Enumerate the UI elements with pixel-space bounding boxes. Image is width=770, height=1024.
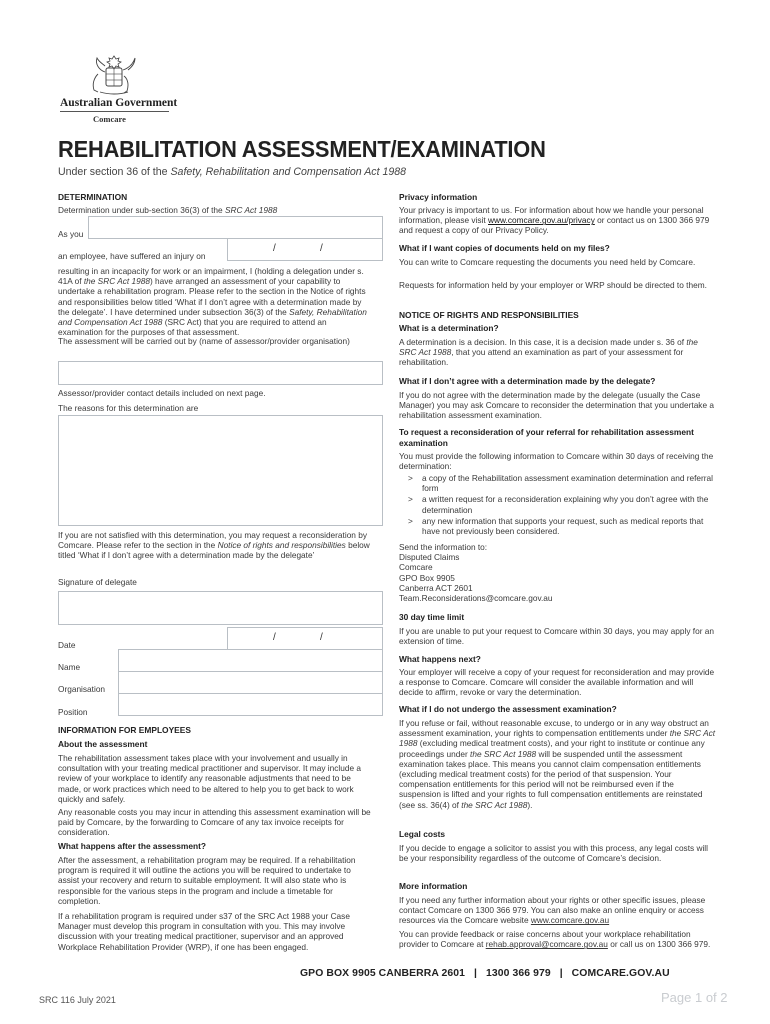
whatis-text-part: , that you attend an examination as part of your assessment for rehabilitation. <box>399 347 684 368</box>
determination-line <box>58 205 277 215</box>
more-text <box>399 895 717 926</box>
date-separator: / <box>320 632 323 643</box>
address-line: GPO Box 9905 <box>399 572 455 583</box>
employee-name-field[interactable] <box>88 216 383 239</box>
send-to-label: Send the information to: <box>399 542 488 552</box>
send-to-block <box>399 542 717 603</box>
notundergo-act: the SRC Act 1988 <box>399 728 716 749</box>
name-label: Name <box>58 662 81 672</box>
copies-text-1: You can write to Comcare requesting the documents you need held by Comcare. <box>399 257 696 267</box>
info-heading: INFORMATION FOR EMPLOYEES <box>58 725 191 735</box>
feedback-text <box>399 929 717 949</box>
resulting-paragraph <box>58 266 372 337</box>
assessor-field[interactable] <box>58 361 383 385</box>
feedback-text-part: or call us on 1300 366 979. <box>607 939 711 950</box>
position-label: Position <box>58 707 88 717</box>
bullet-text: any new information that supports your request, such as medical reports that have not previously been considered. <box>422 515 704 537</box>
signature-label: Signature of delegate <box>58 577 137 587</box>
more-heading: More information <box>399 881 468 891</box>
footer-contact-bar: GPO BOX 9905 CANBERRA 2601 | 1300 366 979 | COMCARE.GOV.AU <box>300 968 670 979</box>
privacy-text <box>399 205 717 236</box>
not-satisfied-ref: Notice of rights and responsibilities <box>217 540 346 551</box>
notundergo-text-part: ). <box>527 799 533 810</box>
after-text: After the assessment, a rehabilitation program may be required. If a rehabilitation program is required it will outline the actions you will be required to undertake to assist your recovery and return to suitable employment. It will also state who is responsible for the various steps in the program and include a timetable for completion. <box>58 855 356 906</box>
feedback-text-part: You can provide feedback or raise concerns about your workplace rehabilitation provider to Comcare at <box>399 929 691 950</box>
rehab-email-link[interactable]: rehab.approval@comcare.gov.au <box>485 939 608 950</box>
privacy-text-part: Your privacy is important to us. For information about how we handle your personal information, please visit <box>399 205 704 226</box>
bullet-text: a written request for a reconsideration explaining why you don’t agree with the determination <box>422 494 709 515</box>
date-separator: / <box>273 243 276 254</box>
address-line: Disputed Claims <box>399 552 460 563</box>
disagree-heading: What if I don’t agree with a determination made by the delegate? <box>399 376 656 386</box>
costs-text: Any reasonable costs you may incur in attending this assessment examination will be paid by Comcare, by the forwarding to Comcare of any tax invoice receipts for consideration. <box>58 807 371 838</box>
not-satisfied-text: If you are not satisfied with this determination, you may request a reconsideration by Comcare. Please refer to the section in the <box>58 530 367 551</box>
not-satisfied-text: below titled ‘What if I don’t agree with a determination made by the delegate’ <box>58 540 370 561</box>
page-title: REHABILITATION ASSESSMENT/EXAMINATION <box>58 136 546 162</box>
s37-text: If a rehabilitation program is required under s37 of the SRC Act 1988 your Case Manager must develop this program in consultation with you. This may involve discussion with your treating medical practitioner, supervisor and an approved Workplace Rehabilitation Provider (WRP), if one has been engaged. <box>58 911 350 952</box>
notundergo-text-part: will be suspended until the assessment examination takes place. This means you cannot claim compensation entitlements (excluding medical treatment costs) for the period of that suspension. Your compensation entitlements for this period will not be reimbursed even if the suspension is lifted and your rights to full compensation entitlements are reinstated (see ss. 36(4) of <box>399 748 703 810</box>
header-rule <box>60 111 169 112</box>
request-bullets <box>399 473 717 536</box>
after-heading: What happens after the assessment? <box>58 841 206 851</box>
reasons-label: The reasons for this determination are <box>58 403 199 413</box>
page-subtitle <box>58 166 406 178</box>
list-item <box>399 473 717 493</box>
subtitle-text: Under section 36 of the <box>58 166 171 178</box>
injury-date-label: an employee, have suffered an injury on <box>58 251 206 261</box>
agency-name: Comcare <box>93 114 126 124</box>
address-line: Comcare <box>399 562 433 573</box>
whatis-text-part: A determination is a decision. In this case, it is a decision made under s. 36 of <box>399 337 687 347</box>
whatis-act: the SRC Act 1988 <box>399 337 698 358</box>
next-text: Your employer will receive a copy of your request for reconsideration and may provide a response to Comcare. Comcare will consider the available information and will decide to affirm, revoke or vary the determination. <box>399 667 715 698</box>
about-heading: About the assessment <box>58 739 148 749</box>
determination-heading: DETERMINATION <box>58 192 128 202</box>
notundergo-text-part: If you refuse or fail, without reasonable excuse, to undergo or in any way obstruct an assessment examination, your rights to compensation entitlements under <box>399 718 709 739</box>
notundergo-act: the SRC Act 1988 <box>470 748 537 759</box>
page-number: Page 1 of 2 <box>661 990 728 1005</box>
signature-field[interactable] <box>58 591 383 625</box>
not-satisfied-paragraph <box>58 530 374 561</box>
bullet-marker: > <box>408 494 413 505</box>
resulting-text: (SRC Act) that you are required to attend an examination for the purposes of that assessment. <box>58 317 327 338</box>
reasons-field[interactable] <box>58 415 383 526</box>
privacy-heading: Privacy information <box>399 192 478 202</box>
notundergo-text <box>399 718 717 810</box>
privacy-link[interactable]: www.comcare.gov.au/privacy <box>488 215 595 226</box>
bullet-marker: > <box>408 515 413 526</box>
determination-line-act: SRC Act 1988 <box>224 205 278 215</box>
whatis-heading: What is a determination? <box>399 323 499 333</box>
legal-text: If you decide to engage a solicitor to assist you with this process, any legal costs will be your responsibility regardless of the outcome of Comcare’s decision. <box>399 843 708 864</box>
contact-details-note: Assessor/provider contact details included on next page. <box>58 388 266 398</box>
request-text: You must provide the following information to Comcare within 30 days of receiving the determination: <box>399 451 714 472</box>
limit-text: If you are unable to put your request to Comcare within 30 days, you may apply for an extension of time. <box>399 626 714 647</box>
position-field[interactable] <box>118 693 383 716</box>
name-field[interactable] <box>118 649 383 672</box>
bullet-marker: > <box>408 473 413 483</box>
form-code: SRC 116 July 2021 <box>39 995 116 1005</box>
next-heading: What happens next? <box>399 654 481 664</box>
address-email[interactable]: Team.Reconsiderations@comcare.gov.au <box>399 593 553 604</box>
notice-heading: NOTICE OF RIGHTS AND RESPONSIBILITIES <box>399 310 579 320</box>
more-text-part: If you need any further information about your rights or other specific issues, please contact Comcare on 1300 366 979. You can also make an online enquiry or access resources via the Comcare website <box>399 895 706 926</box>
list-item <box>399 516 717 536</box>
bullet-text: a copy of the Rehabilitation assessment examination determination and referral form <box>422 473 714 494</box>
address-line: Canberra ACT 2601 <box>399 582 473 593</box>
coat-of-arms-logo <box>86 52 142 98</box>
notundergo-heading: What if I do not undergo the assessment examination? <box>399 704 617 714</box>
as-you-label: As you <box>58 229 84 239</box>
resulting-act: the SRC Act 1988 <box>83 276 150 287</box>
organisation-field[interactable] <box>118 671 383 694</box>
date-separator: / <box>273 632 276 643</box>
subtitle-act: Safety, Rehabilitation and Compensation Act 1988 <box>170 166 407 178</box>
comcare-website-link[interactable]: www.comcare.gov.au <box>530 915 610 926</box>
list-item <box>399 494 717 514</box>
copies-heading: What if I want copies of documents held on my files? <box>399 243 610 253</box>
request-heading: To request a reconsideration of your referral for rehabilitation assessment examination <box>399 427 694 448</box>
date-field[interactable] <box>227 627 383 650</box>
notundergo-text-part: (excluding medical treatment costs), and your right to institute or continue any proceedings under <box>399 738 705 759</box>
notundergo-act: the SRC Act 1988 <box>461 799 528 810</box>
limit-heading: 30 day time limit <box>399 612 465 622</box>
about-text: The rehabilitation assessment takes place with your involvement and usually in consultation with your treating medical practitioner and supervisor. It may include a review of your workplace to identify any reasonable adjustments that need to be made, or work practices which need to be altered to help you to get back to work quickly and safely. <box>58 753 361 804</box>
legal-heading: Legal costs <box>399 829 446 839</box>
organisation-label: Organisation <box>58 684 106 694</box>
date-label: Date <box>58 640 76 650</box>
copies-text-2: Requests for information held by your employer or WRP should be directed to them. <box>399 280 707 290</box>
resulting-text: ) have arranged an assessment of your capability to undertake a rehabilitation program. Please refer to the section in the Notice of rights and responsibilities below titled ‘What if I don’t agree with a determination made by the delegate’. I have determined under subsection 36(3) of the <box>58 276 366 317</box>
determination-line-text: Determination under sub-section 36(3) of the <box>58 205 225 215</box>
date-separator: / <box>320 243 323 254</box>
resulting-text: resulting in an incapacity for work or an impairment, I (holding a delegation under s. 41A of <box>58 266 364 287</box>
resulting-act: Safety, Rehabilitation and Compensation Act 1988 <box>58 306 367 328</box>
gov-name: Australian Government <box>60 97 178 109</box>
assessor-label: The assessment will be carried out by (name of assessor/provider organisation) <box>58 336 350 346</box>
injury-date-field[interactable] <box>227 238 383 261</box>
disagree-text: If you do not agree with the determination made by the delegate (usually the Case Manager) you may ask Comcare to reconsider the determination that you undertake a rehabilitation assessment examination. <box>399 390 714 421</box>
whatis-text <box>399 337 717 368</box>
privacy-text-part: or contact us on 1300 366 979 and request a copy of our Privacy Policy. <box>399 215 710 236</box>
